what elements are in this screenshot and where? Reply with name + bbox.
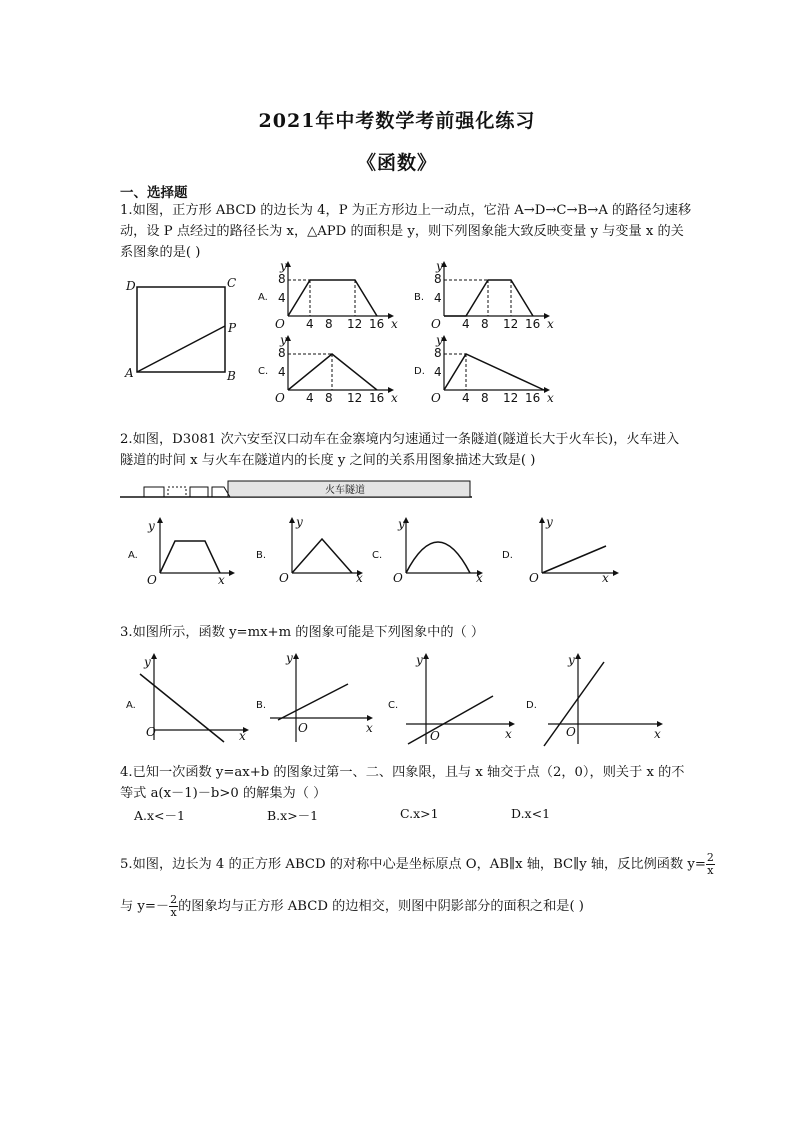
q2-graph-c — [372, 516, 487, 586]
svg-text:x: x — [505, 727, 512, 741]
tunnel-label: 火车隧道 — [325, 485, 365, 496]
svg-text:16: 16 — [369, 391, 385, 405]
q1-line3: 系图象的是( ) — [120, 245, 201, 260]
label-p: P — [228, 321, 237, 335]
svg-text:y: y — [148, 519, 155, 533]
svg-text:x: x — [239, 729, 246, 743]
q4-line1: 4.已知一次函数 y=ax+b 的图象过第一、二、四象限，且与 x 轴交于点（2，0），则关于 x 的不 — [120, 765, 685, 780]
svg-text:16: 16 — [525, 317, 541, 331]
svg-text:16: 16 — [525, 391, 541, 405]
svg-text:x: x — [654, 727, 661, 741]
svg-text:x: x — [391, 391, 398, 405]
q2-option-d: D. — [502, 550, 513, 561]
svg-text:4: 4 — [462, 317, 470, 331]
segment-ap — [137, 326, 225, 372]
q1-line1: 1.如图，正方形 ABCD 的边长为 4，P 为正方形边上一动点，它沿 A→D→C→B→A 的路径匀速移 — [120, 203, 692, 218]
svg-text:8: 8 — [325, 391, 333, 405]
svg-text:4: 4 — [462, 391, 470, 405]
svg-text:8: 8 — [434, 346, 442, 360]
page-subtitle: 《函数》 — [356, 152, 437, 174]
svg-text:8: 8 — [481, 391, 489, 405]
svg-text:O: O — [529, 571, 539, 585]
q3-graph-a — [126, 652, 256, 744]
svg-text:O: O — [566, 725, 576, 739]
svg-text:16: 16 — [369, 317, 385, 331]
q4-option-a: A.x<－1 — [134, 808, 185, 823]
svg-text:y: y — [398, 517, 405, 531]
q1-option-a: A. — [258, 292, 268, 303]
q3-option-b: B. — [256, 700, 267, 711]
q1-line2: 动，设 P 点经过的路径长为 x，△APD 的面积是 y，则下列图象能大致反映变量 y 与变量 x 的关 — [120, 224, 684, 239]
q4-option-b: B.x>－1 — [267, 808, 319, 823]
svg-text:4: 4 — [434, 291, 442, 305]
svg-text:x: x — [366, 721, 373, 735]
q2-graph-b — [256, 516, 366, 586]
svg-text:y: y — [436, 333, 443, 347]
svg-text:y: y — [144, 655, 151, 669]
q2-tunnel-figure — [120, 478, 472, 502]
svg-text:4: 4 — [434, 365, 442, 379]
q2-option-a: A. — [128, 550, 138, 561]
svg-text:x: x — [218, 573, 225, 587]
svg-text:4: 4 — [278, 291, 286, 305]
svg-text:O: O — [298, 721, 308, 735]
q1d-curve — [444, 354, 544, 390]
q5-fraction-1: $\frac{2}{x}$ — [706, 851, 714, 877]
section-heading: 一、选择题 — [120, 185, 188, 201]
svg-text:x: x — [602, 571, 609, 585]
svg-text:y: y — [546, 515, 553, 529]
q5-line2-post: 的图象均与正方形 ABCD 的边相交，则图中阴影部分的面积之和是( ) — [178, 899, 584, 914]
label-b: B — [227, 369, 236, 383]
svg-text:8: 8 — [278, 346, 286, 360]
svg-text:O: O — [279, 571, 289, 585]
q2-line1: 2.如图，D3081 次六安至汉口动车在金寨境内匀速通过一条隧道(隧道长大于火车长)，火车进入 — [120, 432, 680, 447]
q1-option-c: C. — [258, 366, 269, 377]
q1-graph-b — [414, 260, 554, 332]
svg-text:O: O — [275, 317, 285, 331]
q1-graph-d — [414, 334, 554, 406]
q3-option-c: C. — [388, 700, 399, 711]
square-abcd — [137, 287, 225, 372]
svg-text:4: 4 — [306, 317, 314, 331]
q3-option-d: D. — [526, 700, 537, 711]
q1-option-d: D. — [414, 366, 425, 377]
q4-option-c: C.x>1 — [400, 806, 439, 821]
page-title: 2021年中考数学考前强化练习 — [258, 110, 536, 132]
svg-text:O: O — [393, 571, 403, 585]
svg-text:y: y — [416, 653, 423, 667]
q4-option-d: D.x<1 — [511, 806, 551, 821]
q2-graph-d — [502, 516, 622, 586]
q5-line2-pre: 与 y=－ — [120, 899, 170, 914]
q2-option-b: B. — [256, 550, 267, 561]
q4-line2: 等式 a(x－1)－b>0 的解集为（ ） — [120, 786, 327, 801]
q3-graph-d — [526, 652, 666, 744]
q1-graph-a — [258, 260, 398, 332]
svg-text:y: y — [286, 651, 293, 665]
svg-text:O: O — [431, 391, 441, 405]
svg-text:x: x — [476, 571, 483, 585]
svg-text:4: 4 — [306, 391, 314, 405]
svg-text:12: 12 — [347, 391, 363, 405]
q2-graph-a — [128, 516, 238, 586]
svg-text:y: y — [568, 653, 575, 667]
q3-line1: 3.如图所示，函数 y=mx+m 的图象可能是下列图象中的（ ） — [120, 625, 485, 640]
svg-text:12: 12 — [503, 391, 519, 405]
q2-line2: 隧道的时间 x 与火车在隧道内的长度 y 之间的关系用图象描述大致是( ) — [120, 453, 536, 468]
svg-text:y: y — [280, 259, 287, 273]
svg-text:y: y — [436, 259, 443, 273]
svg-text:12: 12 — [347, 317, 363, 331]
svg-text:8: 8 — [278, 272, 286, 286]
svg-text:O: O — [431, 317, 441, 331]
svg-text:4: 4 — [278, 365, 286, 379]
svg-text:y: y — [280, 333, 287, 347]
q1-graph-c — [258, 334, 398, 406]
svg-text:O: O — [430, 729, 440, 743]
q5-line1-text: 5.如图，边长为 4 的正方形 ABCD 的对称中心是坐标原点 O，AB∥x 轴，BC∥y 轴，反比例函数 y= — [120, 857, 706, 872]
svg-text:y: y — [296, 515, 303, 529]
svg-text:O: O — [146, 725, 156, 739]
q1-square-figure — [120, 275, 250, 385]
svg-text:8: 8 — [481, 317, 489, 331]
label-d: D — [126, 279, 136, 293]
q5-line2 — [120, 894, 584, 919]
q2-option-c: C. — [372, 550, 383, 561]
q1-option-b: B. — [414, 292, 425, 303]
label-c: C — [227, 276, 237, 290]
label-a: A — [125, 366, 134, 380]
svg-text:x: x — [547, 317, 554, 331]
q5-line1 — [120, 852, 715, 877]
q3-option-a: A. — [126, 700, 136, 711]
svg-text:x: x — [356, 571, 363, 585]
svg-text:8: 8 — [434, 272, 442, 286]
svg-text:O: O — [147, 573, 157, 587]
svg-text:8: 8 — [325, 317, 333, 331]
svg-text:x: x — [391, 317, 398, 331]
svg-text:O: O — [275, 391, 285, 405]
q5-fraction-2: $\frac{2}{x}$ — [170, 893, 178, 919]
q1a-curve — [288, 280, 377, 316]
q3-graph-c — [388, 652, 518, 744]
q3-graph-b — [256, 652, 381, 744]
svg-text:12: 12 — [503, 317, 519, 331]
svg-text:x: x — [547, 391, 554, 405]
